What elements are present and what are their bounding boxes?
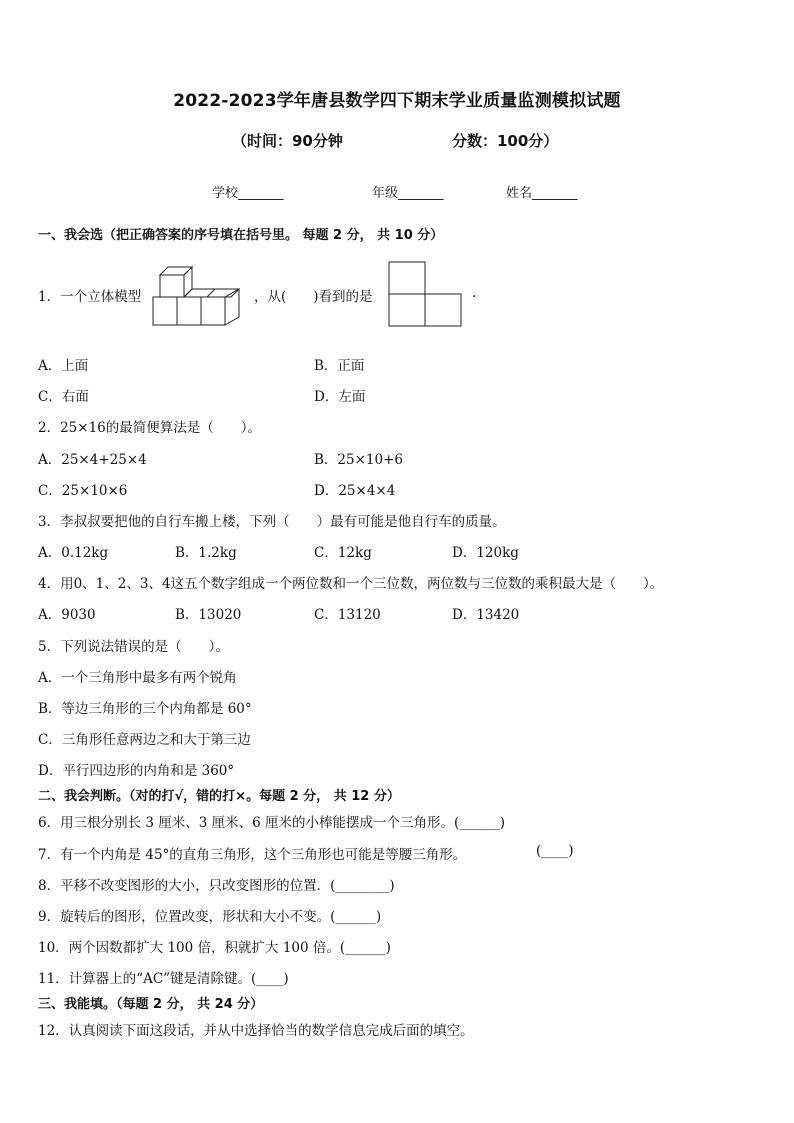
q5-option-d: D．平行四边形的内角和是 360° (38, 763, 235, 779)
q5-option-a: A．一个三角形中最多有两个锐角 (38, 670, 237, 686)
q2-option-a: A．25×4+25×4 (38, 452, 147, 468)
question-7-blank: (____) (536, 843, 574, 859)
question-7: 7．有一个内角是 45°的直角三角形，这个三角形也可能是等腰三角形。 (38, 847, 467, 863)
name-field: 姓名_______ (506, 186, 578, 201)
q4-option-b: B．13020 (175, 607, 242, 623)
q2-option-d: D．25×4×4 (314, 483, 396, 499)
question-2: 2．25×16的最简便算法是（ ）。 (38, 420, 262, 436)
q5-option-b: B．等边三角形的三个内角都是 60° (38, 701, 252, 717)
question-8: 8．平移不改变图形的大小，只改变图形的位置．(________) (38, 878, 395, 894)
question-1-suffix: . (472, 285, 477, 301)
q3-option-c: C．12kg (314, 545, 372, 561)
question-3: 3．李叔叔要把他的自行车搬上楼，下列（ ）最有可能是他自行车的质量。 (38, 514, 506, 530)
solid-model-figure (150, 261, 244, 329)
q1-option-b: B．正面 (314, 358, 365, 374)
q1-option-d: D．左面 (314, 389, 366, 405)
q3-option-d: D．120kg (452, 545, 519, 561)
section-heading-1: 一、我会选（把正确答案的序号填在括号里。 每题 2 分， 共 10 分） (38, 228, 444, 243)
section-heading-2: 二、我会判断。（对的打√，错的打×。每题 2 分， 共 12 分） (38, 789, 400, 804)
view-figure (388, 261, 464, 327)
question-5: 5．下列说法错误的是（ ）。 (38, 639, 229, 655)
question-1-prefix: 1．一个立体模型 (38, 289, 142, 305)
question-10: 10．两个因数都扩大 100 倍，积就扩大 100 倍。(______) (38, 940, 391, 956)
q4-option-d: D．13420 (452, 607, 520, 623)
q1-option-c: C．右面 (38, 389, 89, 405)
section-heading-3: 三、我能填。（每题 2 分， 共 24 分） (38, 997, 264, 1012)
question-6: 6．用三根分别长 3 厘米、3 厘米、6 厘米的小棒能摆成一个三角形。(______) (38, 815, 506, 831)
exam-title: 2022-2023学年唐县数学四下期末学业质量监测模拟试题 (173, 91, 621, 111)
question-9: 9．旋转后的图形，位置改变，形状和大小不变。(______) (38, 909, 382, 925)
question-11: 11．计算器上的“AC”键是清除键。(____) (38, 971, 289, 987)
q4-option-c: C．13120 (314, 607, 381, 623)
question-12: 12．认真阅读下面这段话，并从中选择恰当的数学信息完成后面的填空。 (38, 1023, 474, 1039)
q4-option-a: A．9030 (38, 607, 96, 623)
q2-option-b: B．25×10+6 (314, 452, 403, 468)
q3-option-b: B．1.2kg (175, 545, 237, 561)
q1-option-a: A．上面 (38, 358, 89, 374)
exam-time: （时间：90分钟 (232, 132, 343, 150)
q2-option-c: C．25×10×6 (38, 483, 128, 499)
q3-option-a: A．0.12kg (38, 545, 109, 561)
school-field: 学校_______ (212, 186, 284, 201)
exam-score: 分数：100分） (452, 132, 559, 150)
question-1-middle: ，从( )看到的是 (254, 289, 373, 305)
q5-option-c: C．三角形任意两边之和大于第三边 (38, 732, 251, 748)
grade-field: 年级_______ (372, 186, 444, 201)
question-4: 4．用0、1、2、3、4这五个数字组成一个两位数和一个三位数，两位数与三位数的乘积最大是（ ）。 (38, 576, 664, 592)
